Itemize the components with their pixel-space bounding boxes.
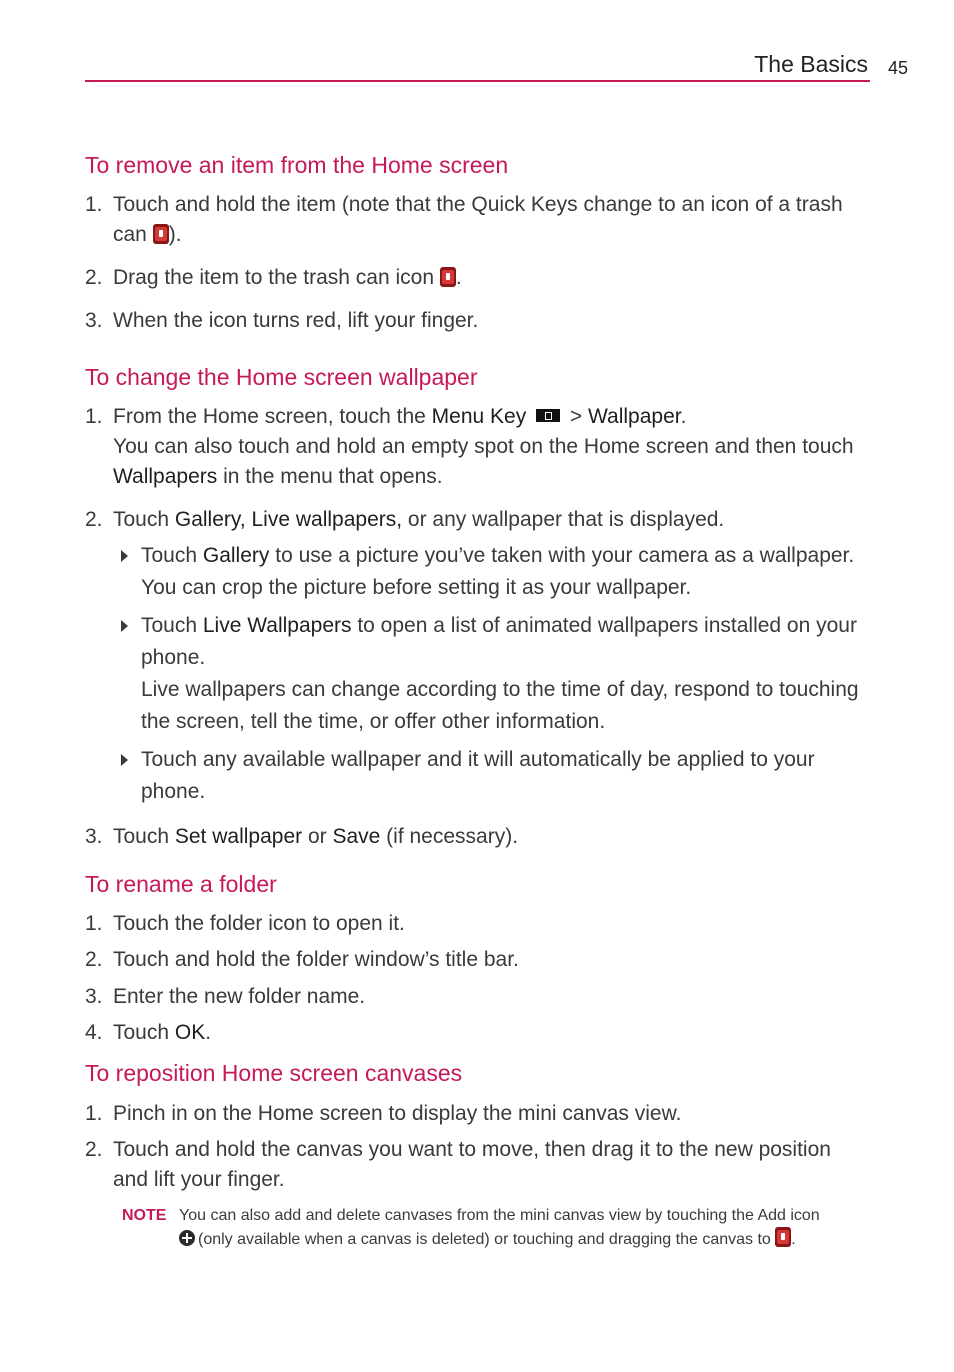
section-heading-rename-folder: To rename a folder [85, 871, 277, 897]
trash-can-icon [440, 267, 456, 287]
section-heading-change-wallpaper: To change the Home screen wallpaper [85, 364, 478, 390]
bullet-arrow-icon [121, 620, 128, 632]
wallpapers-label: Wallpapers [113, 465, 218, 488]
menu-key-label: Menu Key [431, 405, 527, 428]
header-title: The Basics [754, 51, 868, 77]
header-divider [85, 80, 870, 82]
section-heading-remove-item: To remove an item from the Home screen [85, 152, 509, 178]
bullet-arrow-icon [121, 754, 128, 766]
trash-can-icon [153, 224, 169, 244]
section-heading-reposition-canvases: To reposition Home screen canvases [85, 1060, 463, 1086]
add-icon [179, 1230, 195, 1246]
note-label: NOTE [122, 1207, 167, 1224]
menu-key-icon [536, 409, 560, 422]
wallpaper-label: Wallpaper [587, 405, 681, 428]
bullet-arrow-icon [121, 550, 128, 562]
page-number: 45 [888, 58, 909, 78]
trash-can-icon [775, 1227, 791, 1247]
